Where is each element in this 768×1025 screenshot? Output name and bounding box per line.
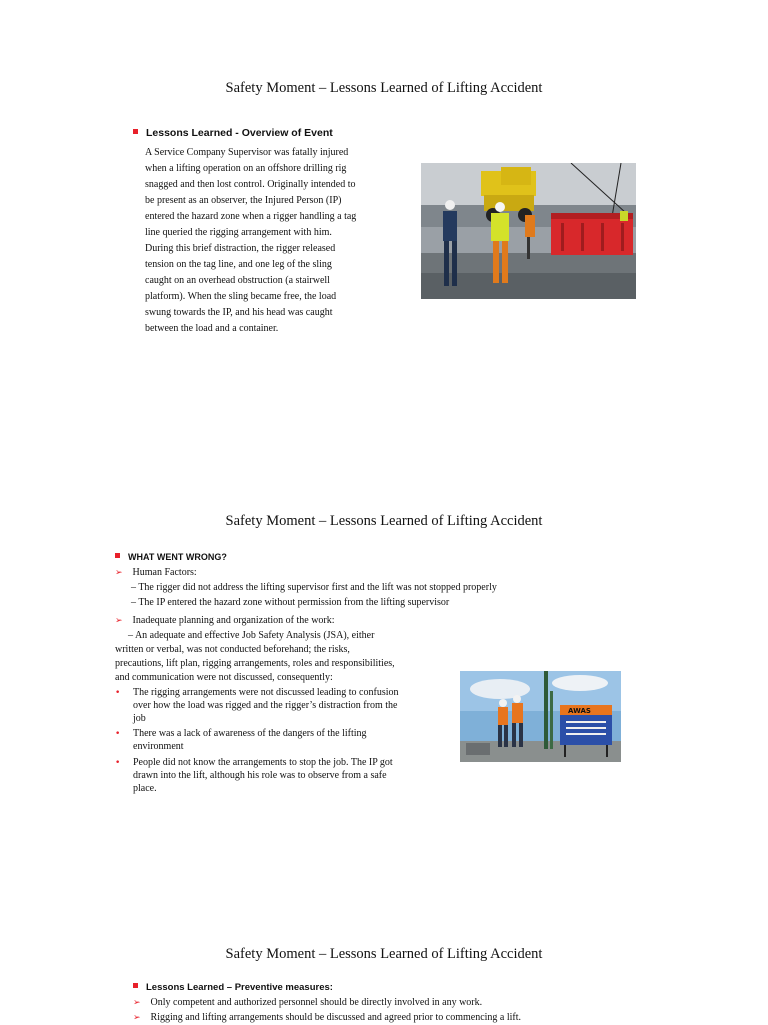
bullet3-line3: place. [133,783,157,794]
lifting-operation-photo [421,163,636,299]
arrow-bullet-icon: ➢ [115,568,123,578]
planning-line-1: – An adequate and effective Job Safety Analysis (JSA), either [128,630,375,641]
bullet1-line2: over how the load was rigged and the rigger’s distraction from the [133,700,398,711]
planning-item [115,614,335,628]
square-bullet-icon [133,129,138,134]
bullet1-line3: job [133,713,146,724]
slide1-body [145,145,356,337]
slide1-body-line: entered the hazard zone when a rigger handling a tag [145,211,357,222]
preventive-item-2 [133,1011,521,1025]
slide1-body-line: when a lifting operation on an offshore drilling rig [145,163,347,174]
slide2-heading-text: WHAT WENT WRONG? [128,552,227,562]
slide1-body-line: between the load and a container. [145,323,279,334]
preventive-item-1-text: Only competent and authorized personnel should be directly involved in any work. [150,997,483,1008]
arrow-bullet-icon: ➢ [133,1013,141,1023]
planning-line-2: written or verbal, was not conducted beforehand; the risks, [115,644,350,655]
bullet3-line1: People did not know the arrangements to stop the job. The IP got [133,757,393,768]
bullet2-line2: environment [133,741,184,752]
planning-label: Inadequate planning and organization of the work: [132,615,335,626]
slide1-body-line: be present as an observer, the Injured Person (IP) [145,195,342,206]
hf-item-2: – The IP entered the hazard zone without permission from the lifting supervisor [131,597,450,608]
slide3-heading-text: Lessons Learned – Preventive measures: [146,982,333,993]
slide3-heading [133,982,333,993]
slide1-body-line: During this brief distraction, the rigger released [145,243,336,254]
arrow-bullet-icon: ➢ [133,998,141,1008]
dot-bullet-icon: • [115,758,121,768]
human-factors-label: Human Factors: [132,567,197,578]
slide1-heading [133,127,333,139]
bullet2-line1: There was a lack of awareness of the dangers of the lifting [133,728,367,739]
sign-text: AWAS [568,707,591,715]
slide3-title: Safety Moment – Lessons Learned of Lifting Accident [225,946,543,962]
slide1-title: Safety Moment – Lessons Learned of Lifting Accident [225,80,543,96]
planning-line-3: precautions, lift plan, rigging arrangements, roles and responsibilities, [115,658,395,669]
square-bullet-icon [133,983,138,988]
square-bullet-icon [115,553,120,558]
bullet3-line2: drawn into the lift, although his role was to observe from a safe [133,770,387,781]
slide1-body-line: swung towards the IP, and his head was caught [145,307,333,318]
arrow-bullet-icon: ➢ [115,616,123,626]
hf-item-1: – The rigger did not address the lifting supervisor first and the lift was not stopped properly [131,582,497,593]
dot-bullet-icon: • [115,729,121,739]
preventive-item-1 [133,996,482,1010]
slide1-body-line: snagged and then lost control. Originally intended to [145,179,356,190]
human-factors-item [115,566,197,580]
dot-bullet-icon: • [115,688,121,698]
bullet1-line1: The rigging arrangements were not discussed leading to confusion [133,687,399,698]
slide2-heading [115,552,227,562]
slide1-body-line: A Service Company Supervisor was fatally injured [145,147,349,158]
slide1-heading-text: Lessons Learned - Overview of Event [146,127,333,139]
slide1-body-line: tension on the tag line, and one leg of the sling [145,259,332,270]
slide1-body-line: platform). When the sling became free, the load [145,291,337,302]
planning-line-4: and communication were not discussed, consequently: [115,672,333,683]
preventive-item-2-text: Rigging and lifting arrangements should be discussed and agreed prior to commencing a lift. [150,1012,522,1023]
slide1-body-line: caught on an overhead obstruction (a stairwell [145,275,330,286]
slide2-title: Safety Moment – Lessons Learned of Lifting Accident [225,513,543,529]
slide1-body-line: line queried the rigging arrangement with him. [145,227,332,238]
workers-safety-sign-photo [460,671,621,762]
